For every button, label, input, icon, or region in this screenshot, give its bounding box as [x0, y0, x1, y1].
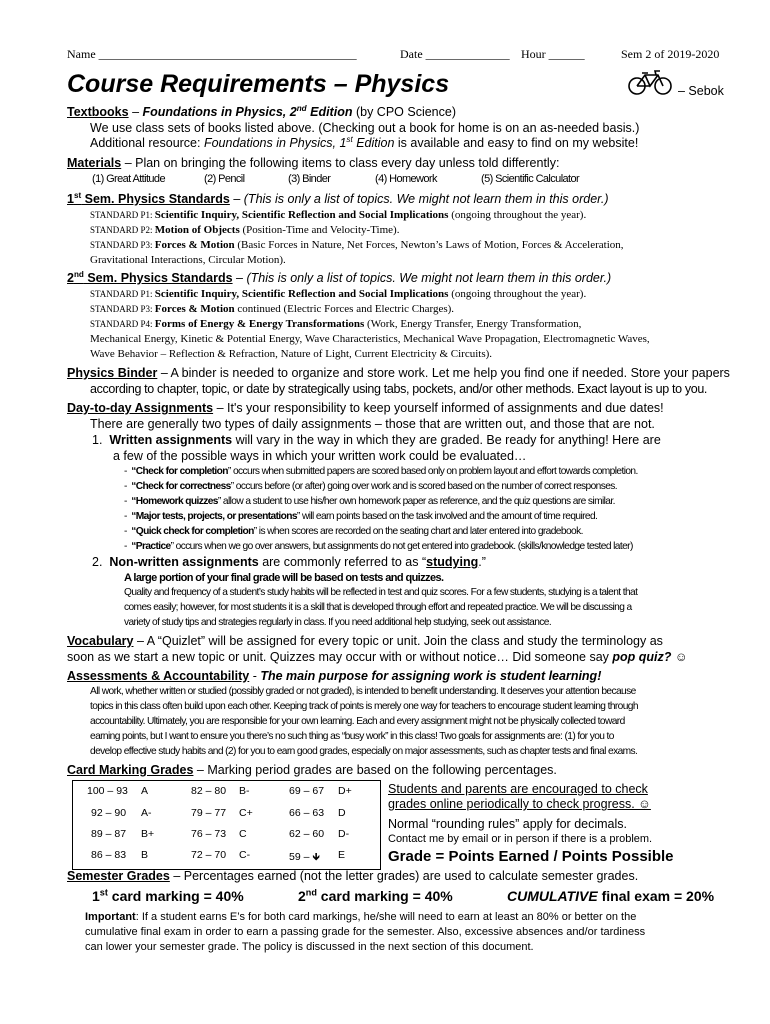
- list-item: - “Major tests, projects, or presentations” will earn points based on the task involved and the amount of time required.: [124, 511, 598, 522]
- studying-subheading: A large portion of your final grade will be based on tests and quizzes.: [124, 572, 444, 584]
- sem2-heading-line: 2nd Sem. Physics Standards – (This is only a list of topics. We might not learn them in this order.): [67, 269, 612, 285]
- publisher: (by CPO Science): [355, 105, 456, 119]
- semester-grades-heading: Semester Grades: [67, 869, 170, 883]
- materials-heading: Materials: [67, 156, 122, 170]
- grade-letter: D+: [338, 785, 352, 797]
- final-exam-weight: CUMULATIVE final exam = 20%: [507, 888, 715, 904]
- list-item: - “Practice” occurs when we go over answers, but assignments do not get entered into gradebook. (skills/knowledge tested later): [124, 541, 633, 552]
- textbooks-heading: Textbooks: [67, 105, 129, 119]
- material-item: (3) Binder: [288, 173, 331, 185]
- card-marking-heading: Card Marking Grades: [67, 763, 194, 777]
- grade-range: 79 – 77: [191, 807, 227, 819]
- assessments-paragraph: earning points, but I want to ensure you there’s no such thing as “busy work” in this class! Two goals for assignments are: (1) for you to: [90, 731, 614, 742]
- grade-range: 100 – 93: [87, 785, 128, 797]
- written-assignments-item: 1. Written assignments will vary in the way in which they are graded. Be ready for anything! Here are: [92, 433, 661, 447]
- name-field-label: Name ___________________________________________: [67, 47, 357, 61]
- binder-line2: according to chapter, topic, or date by strategically using tabs, pockets, and/or other methods. Exact layout is up to you.: [90, 382, 708, 396]
- card-marking-line: Card Marking Grades – Marking period grades are based on the following percentages.: [67, 763, 557, 777]
- grade-letter: D-: [338, 828, 350, 840]
- grade-formula: Grade = Points Earned / Points Possible: [388, 848, 674, 865]
- grade-range: 66 – 63: [289, 807, 325, 819]
- written-assignments-cont: a few of the possible ways in which your written work could be evaluated…: [113, 449, 527, 463]
- grade-letter: B: [141, 849, 149, 861]
- vocabulary-heading: Vocabulary: [67, 634, 134, 648]
- materials-line: Materials – Plan on bringing the following items to class every day unless told differently:: [67, 156, 560, 170]
- grade-letter: C: [239, 828, 247, 840]
- grade-letter: B-: [239, 785, 250, 797]
- textbook-title: Foundations in Physics, 2nd Edition: [142, 103, 353, 119]
- hour-field-label: Hour ______: [521, 47, 585, 61]
- first-marking-weight: 1st card marking = 40%: [92, 887, 244, 904]
- important-note: cumulative final exam in order to earn a passing grade for the semester. Also, excessive absences and/or tardiness: [85, 926, 646, 938]
- standard-p2: STANDARD P2: Motion of Objects (Position-Time and Velocity-Time).: [90, 224, 400, 236]
- important-note: Important: If a student earns E’s for both card markings, he/she will need to earn at least an 80% or better on the: [85, 911, 637, 923]
- studying-paragraph: Quality and frequency of a student’s study habits will be reflected in test and quiz scores. For a few students, studying is a talent that: [124, 587, 638, 598]
- grade-range: 72 – 70: [191, 849, 227, 861]
- grade-letter: A: [141, 785, 149, 797]
- contact-note: Contact me by email or in person if there is a problem.: [388, 833, 653, 845]
- grade-letter: B+: [141, 828, 155, 840]
- important-note: can lower your semester grade. The policy is discussed in the next section of this document.: [85, 941, 534, 953]
- daytoday-heading: Day-to-day Assignments: [67, 401, 214, 415]
- textbooks-line1: We use class sets of books listed above. (Checking out a book for home is on an as-needed basis.): [90, 121, 640, 135]
- smiley-icon: ☺: [674, 650, 688, 664]
- rounding-note: Normal “rounding rules” apply for decimals.: [388, 817, 627, 831]
- assessments-heading: Assessments & Accountability: [67, 669, 250, 683]
- assessments-line: Assessments & Accountability - The main purpose for assigning work is student learning!: [67, 669, 602, 683]
- bicycle-icon: [628, 70, 672, 96]
- grade-letter: D: [338, 807, 346, 819]
- studying-paragraph: comes easily; however, for most students it is a skill that is developed through effort and repeated practice. We will be discussing a: [124, 602, 632, 613]
- second-marking-weight: 2nd card marking = 40%: [298, 887, 453, 904]
- standard-p3: STANDARD P3: Forces & Motion (Basic Forces in Nature, Net Forces, Newton’s Laws of Motion, Forces & Acceleration,: [90, 239, 624, 251]
- grades-online-note: grades online periodically to check progress. ☺: [388, 797, 651, 811]
- sem1-heading-line: 1st Sem. Physics Standards – (This is only a list of topics. We might not learn them in this order.): [67, 190, 609, 206]
- studying-paragraph: variety of study tips and strategies regularly in class. If you need additional help studying, seek out assistance.: [124, 617, 552, 628]
- grade-letter: A-: [141, 807, 152, 819]
- grade-range: 92 – 90: [91, 807, 127, 819]
- standard-p3-cont: Gravitational Interactions, Circular Motion).: [90, 254, 286, 266]
- date-field-label: Date ______________: [400, 47, 510, 61]
- material-item: (1) Great Attitude: [92, 173, 165, 185]
- grade-range: 86 – 83: [91, 849, 127, 861]
- semester-label: Sem 2 of 2019-2020: [621, 47, 720, 61]
- sem1-heading: 1st Sem. Physics Standards: [67, 190, 230, 206]
- grade-range: 89 – 87: [91, 828, 127, 840]
- vocabulary-line: Vocabulary – A “Quizlet” will be assigned for every topic or unit. Join the class and study the terminology as: [67, 634, 663, 648]
- sem2-heading: 2nd Sem. Physics Standards: [67, 269, 233, 285]
- grades-online-note: Students and parents are encouraged to check: [388, 782, 648, 796]
- standard-p1: STANDARD P1: Scientific Inquiry, Scientific Reflection and Social Implications (ongoing throughout the year).: [90, 209, 587, 221]
- standard-p1: STANDARD P1: Scientific Inquiry, Scientific Reflection and Social Implications (ongoing throughout the year).: [90, 288, 587, 300]
- author-label: – Sebok: [678, 84, 724, 98]
- assessments-paragraph: topics in this class often build upon each other. Keeping track of points is merely one way for teachers to encourage student learning through: [90, 701, 638, 712]
- textbooks-line: [67, 105, 456, 119]
- grade-range: 69 – 67: [289, 785, 325, 797]
- grade-range: 62 – 60: [289, 828, 325, 840]
- assessments-paragraph: develop effective study habits and (2) for you to earn good grades, especially on major assessments, such as chapter tests and final exams.: [90, 746, 638, 757]
- assessments-paragraph: All work, whether written or studied (possibly graded or not graded), is intended to benefit understanding. It deserves your attention because: [90, 686, 636, 697]
- list-item: - “Check for completion” occurs when submitted papers are scored based only on problem layout and effort towards completion.: [124, 466, 638, 477]
- grade-range: 82 – 80: [191, 785, 227, 797]
- material-item: (4) Homework: [375, 173, 437, 185]
- vocabulary-line2: soon as we start a new topic or unit. Quizzes may occur with or without notice… Did someone say pop quiz? ☺: [67, 650, 688, 664]
- page-title: Course Requirements – Physics: [67, 70, 450, 98]
- standard-p4-cont: Mechanical Energy, Kinetic & Potential Energy, Wave Characteristics, Mechanical Wave Propagation, Electromagnetic Waves,: [90, 333, 650, 345]
- grade-letter: E: [338, 849, 346, 861]
- grade-range: 59 – 🡻: [289, 851, 320, 863]
- material-item: (2) Pencil: [204, 173, 245, 185]
- daytoday-line2: There are generally two types of daily assignments – those that are written out, and those that are not.: [90, 417, 655, 431]
- semester-grades-line: Semester Grades – Percentages earned (not the letter grades) are used to calculate semester grades.: [67, 869, 639, 883]
- standard-p4: STANDARD P4: Forms of Energy & Energy Transformations (Work, Energy Transfer, Energy Transformation,: [90, 318, 582, 330]
- daytoday-line: Day-to-day Assignments – It's your responsibility to keep yourself informed of assignments and due dates!: [67, 401, 664, 415]
- dash: –: [132, 105, 140, 119]
- nonwritten-assignments-item: 2. Non-written assignments are commonly referred to as “studying.”: [92, 555, 486, 569]
- grade-range: 76 – 73: [191, 828, 227, 840]
- binder-line: Physics Binder – A binder is needed to organize and store work. Let me help you find one if needed. Store your papers: [67, 366, 730, 380]
- textbooks-line2: Additional resource: Foundations in Physics, 1st Edition is available and easy to find on my website!: [90, 134, 639, 150]
- list-item: - “Check for correctness” occurs before (or after) going over work and is scored based on the number of correct responses.: [124, 481, 618, 492]
- grade-letter: C-: [239, 849, 251, 861]
- material-item: (5) Scientific Calculator: [481, 173, 580, 185]
- list-item: - “Homework quizzes” allow a student to use his/her own homework paper as reference, and the quiz questions are similar.: [124, 496, 615, 507]
- list-item: - “Quick check for completion” is when scores are recorded on the seating chart and later entered into gradebook.: [124, 526, 583, 537]
- standard-p3: STANDARD P3: Forces & Motion continued (Electric Forces and Electric Charges).: [90, 303, 455, 315]
- grade-letter: C+: [239, 807, 253, 819]
- binder-heading: Physics Binder: [67, 366, 158, 380]
- grade-scale-table: [72, 780, 381, 870]
- standard-p4-cont: Wave Behavior – Reflection & Refraction, Nature of Light, Current Electricity & Circuits).: [90, 348, 493, 360]
- assessments-paragraph: accountability. Ultimately, you are responsible for your own learning. Each and every assignment might not be physically collected toward: [90, 716, 625, 727]
